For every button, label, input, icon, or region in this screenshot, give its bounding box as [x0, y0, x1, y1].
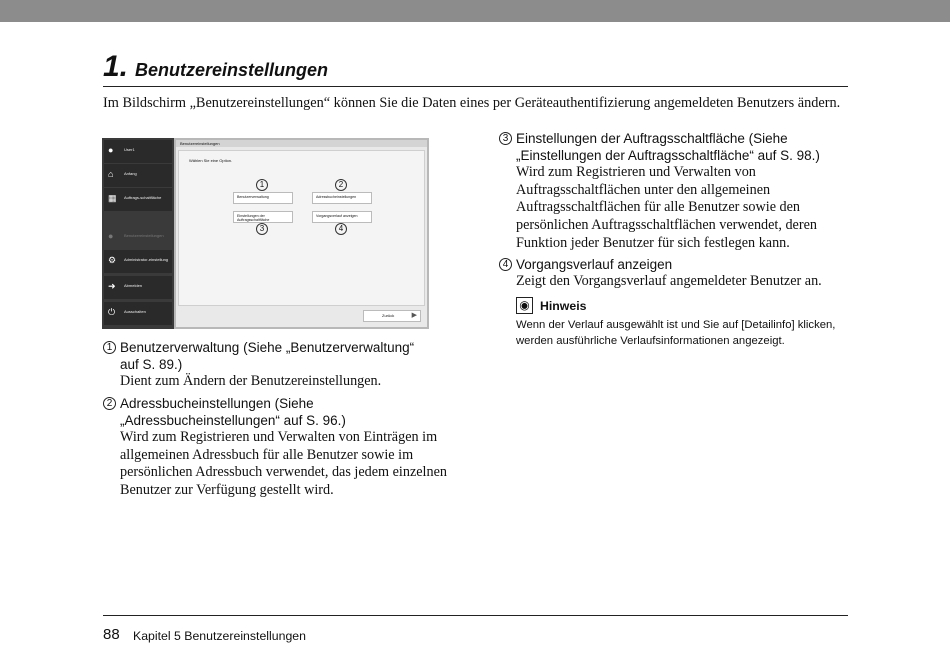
footer-rule — [103, 615, 848, 616]
item-3 — [499, 130, 859, 253]
address-book-button: Adressbucheinstellungen — [312, 192, 372, 204]
sidebar-item-logout: ➜ Abmelden — [104, 276, 172, 299]
item-2-body-line-4: Benutzer zur Verfügung gestellt wird. — [120, 482, 334, 499]
hint-line-1: Wenn der Verlauf ausgewählt ist und Sie auf [Detailinfo] klicken, — [516, 319, 836, 331]
item-4-heading-line-1: Vorgangsverlauf anzeigen — [516, 257, 673, 272]
sidebar-item-power: ⏻ Ausschalten — [104, 302, 172, 325]
item-2-body-line-3: persönlichen Adressbuch verwendet, das jedem einzelnen — [120, 464, 447, 481]
item-3-heading-line-2: „Einstellungen der Auftragsschaltfläche“ auf S. 98.) — [516, 148, 820, 163]
marker-circle-1: 1 — [103, 341, 116, 354]
sidebar-item-user: ● User1 — [104, 140, 172, 163]
job-button-settings-button: Einstellungen der Auftragsschaltfläche — [233, 211, 293, 223]
marker-1: 1 — [256, 179, 268, 191]
item-3-body-line-1: Wird zum Registrieren und Verwalten von — [516, 164, 756, 180]
screenshot-header: Benutzereinstellungen — [176, 140, 427, 147]
item-2-body-line-1: Wird zum Registrieren und Verwalten von Einträgen im — [120, 429, 438, 445]
job-buttons-icon: ▦ — [108, 193, 117, 203]
back-button: Zurück ▶ — [363, 310, 421, 322]
history-button: Vorgangsverlauf anzeigen — [312, 211, 372, 223]
item-3-body-line-3: Auftragsschaltflächen für alle Benutzer sowie den — [516, 199, 801, 216]
hint-title: Hinweis — [540, 299, 587, 313]
chapter-label: Kapitel 5 Benutzereinstellungen — [133, 629, 306, 643]
marker-3: 3 — [256, 223, 268, 235]
user-settings-screenshot — [102, 138, 429, 329]
item-1-heading-line-1: Benutzerverwaltung (Siehe „Benutzerverwaltung“ — [120, 340, 415, 355]
home-icon: ⌂ — [108, 169, 114, 179]
item-2-body-line-2: allgemeinen Adressbuch für alle Benutzer sowie im — [120, 446, 414, 463]
gear-icon: ⚙ — [108, 255, 117, 265]
screenshot-main — [176, 140, 427, 327]
marker-circle-3: 3 — [499, 132, 512, 145]
play-arrow-icon: ▶ — [411, 312, 417, 319]
marker-circle-2: 2 — [103, 397, 116, 410]
marker-2: 2 — [335, 179, 347, 191]
section-number: 1. — [103, 50, 129, 83]
screenshot-panel — [178, 150, 425, 306]
sidebar-item-admin: ⚙ Administrator-einstellung — [104, 250, 172, 273]
section-heading — [103, 50, 848, 87]
user-management-button: Benutzerverwaltung — [233, 192, 293, 204]
page-number: 88 — [103, 626, 120, 643]
sidebar-item-job-buttons: ▦ Auftrags-schaltfläche — [104, 188, 172, 211]
section-title: Benutzereinstellungen — [135, 60, 329, 80]
item-3-body-line-5: Funktion jeder Benutzer für sich festlegen kann. — [516, 234, 790, 251]
item-3-body-line-4: persönlichen Auftragsschaltflächen verwendet, deren — [516, 217, 817, 234]
item-2-heading-line-1: Adressbucheinstellungen (Siehe — [120, 396, 314, 411]
top-bar — [0, 0, 950, 22]
hint-line-2: werden ausführliche Verlaufsinformationen angezeigt. — [516, 335, 785, 347]
sidebar-item-home: ⌂ Anfang — [104, 164, 172, 187]
screenshot-sidebar — [102, 138, 174, 329]
item-3-body-line-2: Auftragsschaltflächen unter den allgemeinen — [516, 181, 771, 198]
item-4 — [499, 256, 859, 291]
intro-paragraph: Im Bildschirm „Benutzereinstellungen“ können Sie die Daten eines per Geräteauthentifizierung angemeldeten Benutzers ändern. — [103, 95, 841, 111]
power-icon: ⏻ — [108, 307, 116, 317]
screenshot-prompt: Wählen Sie eine Option. — [189, 158, 233, 163]
item-2 — [103, 395, 463, 500]
item-1-heading-line-2: auf S. 89.) — [120, 357, 183, 372]
item-2-heading-line-2: „Adressbucheinstellungen“ auf S. 96.) — [120, 413, 346, 428]
user-icon: ● — [108, 145, 114, 155]
item-3-heading-line-1: Einstellungen der Auftragsschaltfläche (Siehe — [516, 131, 788, 146]
marker-circle-4: 4 — [499, 258, 512, 271]
item-1 — [103, 339, 453, 391]
disabled-icon: ● — [108, 231, 114, 241]
sidebar-item-user-settings: ● Benutzereinstellungen — [104, 226, 172, 249]
item-1-body-line-1: Dient zum Ändern der Benutzereinstellungen. — [120, 373, 382, 389]
item-4-body-line-1: Zeigt den Vorgangsverlauf angemeldeter Benutzer an. — [516, 273, 822, 289]
logout-icon: ➜ — [108, 281, 116, 291]
lightbulb-icon: ◉ — [516, 297, 533, 314]
marker-4: 4 — [335, 223, 347, 235]
